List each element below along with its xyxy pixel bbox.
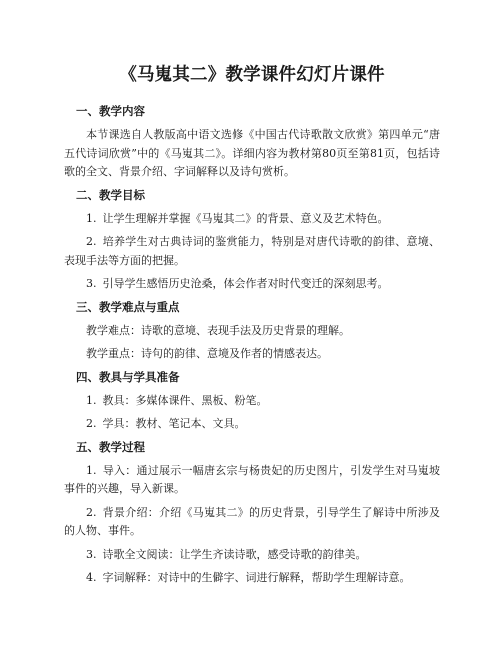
list-item-text: 让学生理解并掌握《马嵬其二》的背景、意义及艺术特色。 (102, 211, 389, 225)
list-item-text: 导入：通过展示一幅唐玄宗与杨贵妃的历史图片，引发学生对马嵬坡事件的兴趣，导入新课。 (64, 463, 440, 495)
list-item-number: 3. (86, 547, 97, 561)
list-item (64, 504, 440, 541)
list-item-number: 3. (86, 277, 97, 290)
section-teaching-tools (64, 369, 440, 434)
list-item-number: 1. (86, 393, 97, 407)
list-item (64, 569, 440, 588)
paragraph: 教学重点：诗句的韵律、意境及作者的情感表达。 (86, 347, 328, 360)
section-difficulties-focus (64, 299, 440, 364)
list-item-number: 4. (86, 571, 97, 584)
paragraph: 本节课选自人教版高中语文选修《中国古代诗歌散文欣赏》第四单元“唐五代诗词欣赏”中的《马嵬其二》。详细内容为教材第80页至第81页，包括诗歌的全文、背景介绍、字词解释以及诗句赏析。 (64, 128, 440, 178)
list-item-number: 1. (86, 463, 97, 477)
list-item (64, 462, 440, 499)
list-item-text: 背景介绍：介绍《马嵬其二》的历史背景，引导学生了解诗中所涉及的人物、事件。 (64, 505, 440, 537)
section-heading: 二、教学目标 (76, 187, 145, 202)
list-item (64, 415, 440, 434)
section-heading: 五、教学过程 (76, 439, 145, 454)
list-item-text: 培养学生对古典诗词的鉴赏能力，特别是对唐代诗歌的韵律、意境、表现手法等方面的把握。 (64, 235, 440, 267)
list-item-number: 2. (86, 505, 97, 519)
section-heading: 三、教学难点与重点 (76, 299, 180, 314)
section-heading: 四、教具与学具准备 (76, 369, 180, 384)
section-teaching-goals (64, 187, 440, 294)
list-item (64, 275, 440, 294)
list-item-number: 2. (86, 235, 97, 248)
list-item-text: 教具：多媒体课件、黑板、粉笔。 (102, 393, 268, 407)
list-item (64, 210, 440, 229)
list-item-text: 引导学生感悟历史沧桑，体会作者对时代变迁的深刻思考。 (102, 277, 389, 290)
list-item (64, 233, 440, 270)
section-heading: 一、教学内容 (76, 104, 145, 118)
list-item (64, 546, 440, 565)
list-item-number: 2. (86, 417, 97, 430)
list-item (64, 392, 440, 411)
section-teaching-content (64, 103, 440, 182)
list-item-number: 1. (86, 211, 97, 225)
list-item-text: 诗歌全文阅读：让学生齐读诗歌，感受诗歌的韵律美。 (102, 547, 367, 561)
document-title: 《马嵬其二》教学课件幻灯片课件 (119, 65, 385, 85)
list-item-text: 学具：教材、笔记本、文具。 (102, 417, 246, 430)
section-teaching-process (64, 439, 440, 588)
paragraph: 教学难点：诗歌的意境、表现手法及历史背景的理解。 (86, 323, 350, 337)
list-item-text: 字词解释：对诗中的生僻字、词进行解释，帮助学生理解诗意。 (102, 571, 411, 584)
